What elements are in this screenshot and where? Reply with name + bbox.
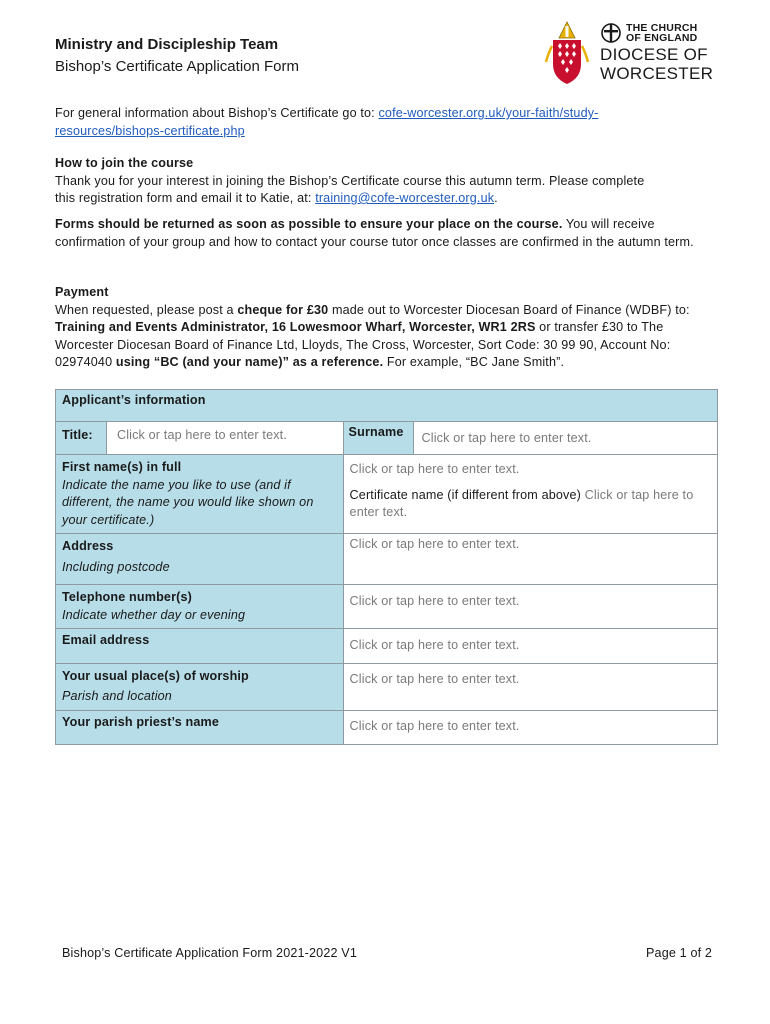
payment-cheque-amount: cheque for £30	[237, 302, 329, 317]
first-names-value-cell	[343, 455, 717, 534]
priest-input[interactable]: Click or tap here to enter text.	[343, 710, 717, 744]
first-names-hint: Indicate the name you like to use (and if different, the name you would like shown on your certificate.)	[62, 477, 314, 527]
join-line-1: Thank you for your interest in joining the Bishop’s Certificate course this autumn term. Please complete	[55, 173, 645, 188]
join-line-2-end: .	[494, 191, 498, 205]
email-label: Email address	[56, 629, 344, 664]
return-paragraph	[55, 216, 715, 251]
church-cross-icon	[600, 22, 622, 44]
title-label: Title:	[56, 422, 107, 455]
applicant-form-table	[55, 389, 718, 745]
worship-label-cell	[56, 663, 344, 710]
join-line-2-text: this registration form and email it to Katie, at:	[55, 191, 316, 205]
join-line-2	[55, 190, 715, 208]
worship-hint: Parish and location	[62, 689, 172, 703]
intro-paragraph	[55, 105, 715, 140]
first-names-row	[56, 455, 718, 534]
payment-reference-instruction: using “BC (and your name)” as a reference.	[115, 355, 384, 369]
intro-text: For general information about Bishop’s Certificate go to:	[55, 106, 379, 120]
address-hint: Including postcode	[62, 559, 170, 574]
title-input[interactable]: Click or tap here to enter text.	[106, 422, 343, 455]
diocese-logo	[540, 20, 720, 90]
certificate-name-input[interactable]: Click or tap here to enter text.	[349, 487, 694, 519]
telephone-row	[56, 585, 718, 629]
priest-label: Your parish priest’s name	[56, 710, 344, 744]
priest-row	[56, 710, 718, 744]
logo-text	[600, 22, 713, 82]
payment-section	[55, 284, 715, 372]
payment-text	[55, 302, 715, 372]
return-text: You will receive confirmation of your group and how to contact your course tutor once classes are confirmed in the autumn term.	[55, 217, 694, 249]
team-title: Ministry and Discipleship Team	[55, 36, 279, 53]
certificate-name-label: Certificate name (if different from above)	[349, 487, 585, 502]
payment-postal-address: Training and Events Administrator, 16 Lowesmoor Wharf, Worcester, WR1 2RS	[55, 320, 536, 334]
worship-label: Your usual place(s) of worship	[62, 668, 249, 683]
form-section-row	[56, 390, 718, 422]
telephone-label-cell	[56, 585, 344, 629]
telephone-hint: Indicate whether day or evening	[62, 607, 246, 622]
worship-input[interactable]: Click or tap here to enter text.	[343, 663, 717, 710]
logo-line-4: WORCESTER	[600, 64, 714, 83]
logo-line-3: DIOCESE OF	[600, 45, 708, 64]
email-input[interactable]: Click or tap here to enter text.	[343, 629, 717, 664]
payment-text-4: For example, “BC Jane Smith”.	[383, 355, 565, 369]
first-names-label: First name(s) in full	[62, 460, 182, 474]
logo-line-1: THE CHURCH	[626, 22, 698, 34]
section-title: Applicant’s information	[56, 390, 718, 422]
join-section	[55, 155, 715, 208]
logo-line-2: OF ENGLAND	[626, 32, 698, 44]
payment-text-2: made out to Worcester Diocesan Board of Finance (WDBF) to:	[328, 302, 690, 317]
training-email-link[interactable]: training@cofe-worcester.org.uk	[315, 191, 495, 205]
payment-text-3: or transfer £30 to The Worcester Diocesan Board of Finance Ltd, Lloyds, The Cross, Worcester, Sort Code: 30 99 90, Account No: 02974040	[55, 320, 671, 369]
certificate-name-field	[350, 487, 711, 522]
address-label-cell	[56, 534, 344, 585]
address-label: Address	[62, 539, 114, 553]
surname-label: Surname	[343, 422, 413, 455]
return-bold-text: Forms should be returned as soon as possible to ensure your place on the course.	[55, 217, 563, 231]
surname-input[interactable]: Click or tap here to enter text.	[413, 422, 717, 455]
address-input[interactable]: Click or tap here to enter text.	[343, 534, 717, 585]
form-title: Bishop’s Certificate Application Form	[55, 58, 299, 75]
worship-row	[56, 663, 718, 710]
payment-text-1: When requested, please post a	[55, 302, 238, 317]
join-heading: How to join the course	[55, 156, 194, 170]
first-names-input[interactable]: Click or tap here to enter text.	[349, 462, 520, 476]
course-info-link-part1[interactable]: cofe-worcester.org.uk/your-faith/study-	[378, 106, 599, 120]
first-names-label-cell	[56, 455, 344, 534]
telephone-label: Telephone number(s)	[62, 590, 192, 604]
footer-form-version: Bishop’s Certificate Application Form 2021-2022 V1	[62, 946, 357, 960]
telephone-input[interactable]: Click or tap here to enter text.	[343, 585, 717, 629]
address-row	[56, 534, 718, 585]
course-info-link-part2[interactable]: resources/bishops-certificate.php	[55, 123, 245, 138]
email-row	[56, 629, 718, 664]
payment-heading: Payment	[55, 285, 109, 299]
footer-page-number: Page 1 of 2	[646, 946, 713, 960]
diocese-shield-icon	[544, 20, 590, 86]
title-surname-row	[56, 422, 718, 455]
